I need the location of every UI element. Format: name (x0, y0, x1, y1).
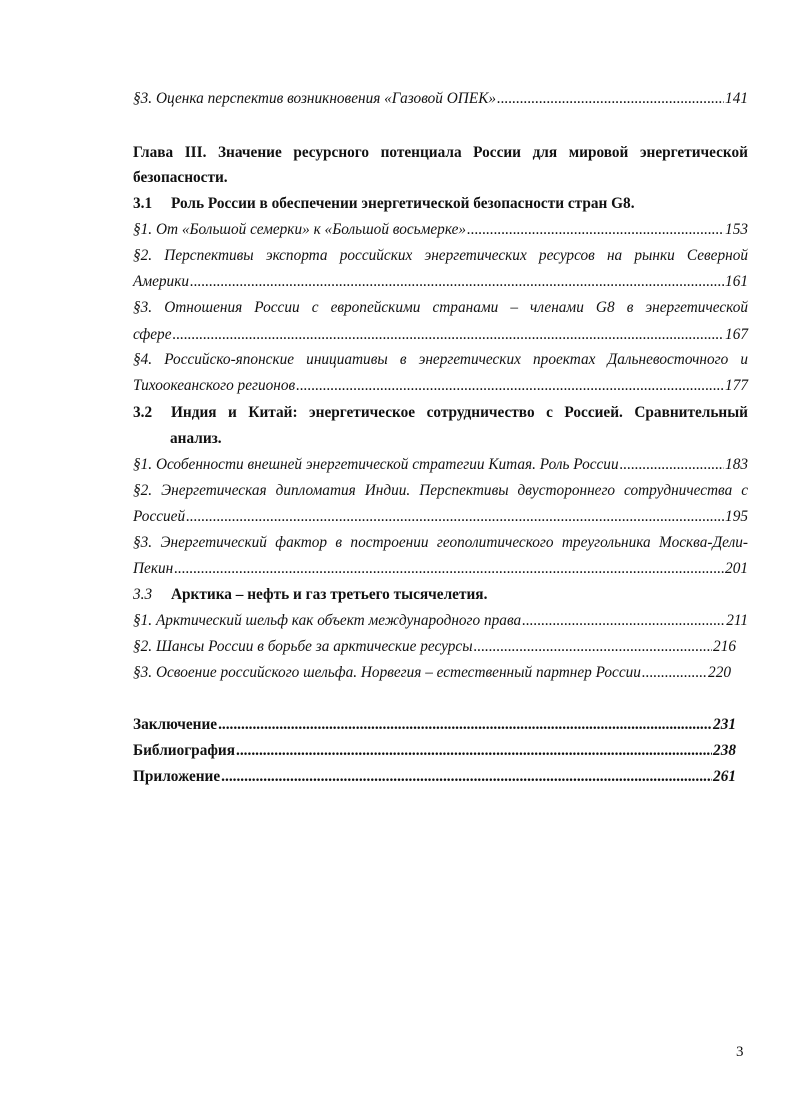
toc-entry-s31-1 (133, 220, 748, 240)
toc-entry-text: Пекин (133, 560, 174, 577)
toc-entry-appendix (133, 767, 736, 787)
section-3-3-heading (133, 585, 748, 605)
toc-entry-page: 167 (725, 326, 748, 343)
dot-leader (221, 767, 712, 787)
toc-entry-page: 231 (713, 716, 736, 733)
toc-entry-page: 141 (725, 90, 748, 107)
toc-entry-s31-3-line1: §3. Отношения России с европейскими странами – членами G8 в энергетической (133, 299, 748, 316)
dot-leader (174, 559, 724, 579)
dot-leader (173, 325, 725, 345)
section-title: Арктика – нефть и газ третьего тысячелетия. (171, 586, 488, 603)
dot-leader (236, 741, 712, 761)
toc-entry-page: 201 (725, 560, 748, 577)
toc-entry-text: §3. Освоение российского шельфа. Норвегия – естественный партнер России (133, 664, 641, 681)
toc-entry-s32-2-line1: §2. Энергетическая дипломатия Индии. Перспективы двустороннего сотрудничества с (133, 482, 748, 499)
toc-entry-text: Заключение (133, 716, 218, 733)
toc-entry-text: §1. Арктический шельф как объект международного права (133, 612, 522, 629)
section-title: Роль России в обеспечении энергетической безопасности стран G8. (171, 195, 635, 212)
toc-entry-s31-3-line2 (133, 325, 748, 345)
toc-entry-text: Америки (133, 273, 189, 290)
toc-entry-conclusion (133, 715, 736, 735)
toc-entry-s31-2-line2 (133, 272, 748, 292)
toc-entry-page: 183 (725, 456, 748, 473)
toc-entry-s32-2-line2 (133, 507, 748, 527)
toc-entry-text: Библиография (133, 742, 236, 759)
toc-entry-page: 261 (713, 768, 736, 785)
toc-entry-s32-3-line1: §3. Энергетический фактор в построении геополитического треугольника Москва-Дели- (133, 534, 748, 551)
dot-leader (186, 507, 724, 527)
toc-entry-text: §1. От «Большой семерки» к «Большой восьмерке» (133, 221, 467, 238)
toc-entry-bibliography (133, 741, 736, 761)
toc-entry-text: сфере (133, 326, 172, 343)
toc-entry-text: §2. Шансы России в борьбе за арктические ресурсы (133, 638, 473, 655)
dot-leader (620, 455, 724, 475)
toc-entry-page: 211 (726, 612, 748, 629)
chapter-3-title-line1: Глава III. Значение ресурсного потенциала России для мировой энергетической (133, 144, 748, 161)
toc-entry-s33-2 (133, 637, 736, 657)
dot-leader (522, 611, 725, 631)
dot-leader (474, 637, 712, 657)
toc-entry-page: 177 (725, 377, 748, 394)
dot-leader (467, 220, 724, 240)
toc-entry-text: Тихоокеанского регионов (133, 377, 296, 394)
toc-entry-gas-opec (133, 89, 748, 109)
section-3-2-heading-line2: анализ. (170, 430, 222, 447)
toc-entry-s31-4-line2 (133, 376, 748, 396)
toc-entry-page: 216 (713, 638, 736, 655)
toc-entry-text: Россией (133, 508, 186, 525)
toc-entry-s33-1 (133, 611, 748, 631)
toc-entry-page: 238 (713, 742, 736, 759)
dot-leader (642, 663, 707, 683)
toc-entry-s33-3 (133, 663, 731, 683)
section-title: Индия и Китай: энергетическое сотрудничество с Россией. Сравнительный (171, 404, 748, 421)
section-number: 3.3 (133, 586, 153, 603)
toc-entry-text: Приложение (133, 768, 221, 785)
dot-leader (296, 376, 724, 396)
section-number: 3.1 (133, 195, 153, 212)
toc-entry-page: 153 (725, 221, 748, 238)
dot-leader (497, 89, 724, 109)
section-number: 3.2 (133, 404, 153, 421)
toc-entry-page: 161 (725, 273, 748, 290)
section-3-2-heading-line1 (133, 403, 748, 423)
dot-leader (218, 715, 712, 735)
section-3-1-heading (133, 194, 748, 214)
toc-entry-s32-1 (133, 455, 748, 475)
dot-leader (190, 272, 724, 292)
chapter-3-title-line2: безопасности. (133, 169, 228, 186)
toc-entry-s31-2-line1: §2. Перспективы экспорта российских энергетических ресурсов на рынки Северной (133, 247, 748, 264)
toc-entry-page: 220 (708, 664, 731, 681)
toc-entry-s31-4-line1: §4. Российско-японские инициативы в энергетических проектах Дальневосточного и (133, 351, 748, 368)
page-number: 3 (736, 1044, 744, 1060)
toc-entry-page: 195 (725, 508, 748, 525)
toc-entry-text: §3. Оценка перспектив возникновения «Газовой ОПЕК» (133, 90, 496, 107)
toc-entry-s32-3-line2 (133, 559, 748, 579)
toc-entry-text: §1. Особенности внешней энергетической стратегии Китая. Роль России (133, 456, 619, 473)
